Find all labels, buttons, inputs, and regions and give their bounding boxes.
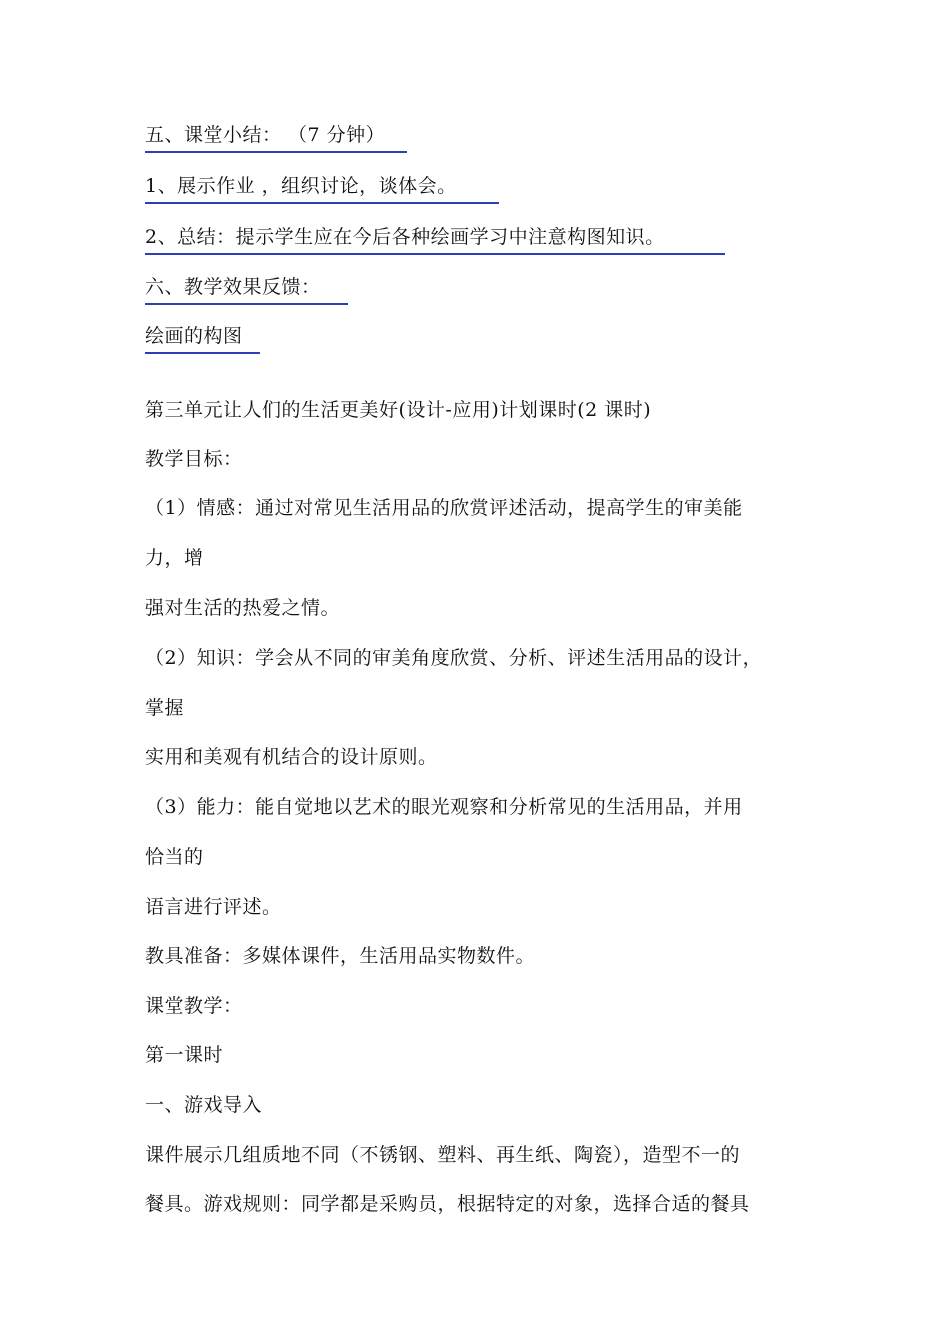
summary-item-1 bbox=[145, 174, 499, 204]
objective-2-line-3: 实用和美观有机结合的设计原则。 bbox=[145, 746, 438, 768]
objectives-heading: 教学目标： bbox=[145, 448, 243, 470]
feedback-topic-text: 绘画的构图 bbox=[145, 324, 260, 354]
summary-item-1-text: 1、展示作业 ，组织讨论，谈体会。 bbox=[145, 174, 499, 204]
objective-3-line-1: （3）能力：能自觉地以艺术的眼光观察和分析常见的生活用品，并用 bbox=[145, 796, 743, 818]
game-intro-line-1: 课件展示几组质地不同（不锈钢、塑料、再生纸、陶瓷），造型不一的 bbox=[145, 1144, 741, 1166]
first-lesson-heading: 第一课时 bbox=[145, 1044, 224, 1066]
objective-3-line-3: 语言进行评述。 bbox=[145, 896, 282, 918]
game-intro-line-2: 餐具。游戏规则：同学都是采购员，根据特定的对象，选择合适的餐具 bbox=[145, 1193, 750, 1215]
game-intro-heading: 一、游戏导入 bbox=[145, 1094, 263, 1116]
section-summary-heading bbox=[145, 123, 407, 153]
objective-3-line-2: 恰当的 bbox=[145, 846, 204, 868]
objective-2-line-2: 掌握 bbox=[145, 697, 185, 719]
summary-heading-text: 五、课堂小结： （7 分钟） bbox=[145, 123, 407, 153]
classroom-teaching-heading: 课堂教学： bbox=[145, 995, 243, 1017]
objective-1-line-1: （1）情感：通过对常见生活用品的欣赏评述活动，提高学生的审美能 bbox=[145, 497, 743, 519]
unit-title: 第三单元让人们的生活更美好(设计-应用)计划课时(2 课时) bbox=[145, 399, 652, 421]
feedback-heading-text: 六、教学效果反馈： bbox=[145, 275, 348, 305]
objective-1-line-2: 力，增 bbox=[145, 547, 204, 569]
section-feedback-heading bbox=[145, 275, 348, 305]
objective-2-line-1: （2）知识：学会从不同的审美角度欣赏、分析、评述生活用品的设计， bbox=[145, 647, 763, 669]
summary-item-2-text: 2、总结：提示学生应在今后各种绘画学习中注意构图知识。 bbox=[145, 225, 725, 255]
objective-1-line-3: 强对生活的热爱之情。 bbox=[145, 597, 341, 619]
teaching-aids: 教具准备：多媒体课件，生活用品实物数件。 bbox=[145, 945, 536, 967]
feedback-topic bbox=[145, 324, 260, 354]
summary-item-2 bbox=[145, 225, 725, 255]
